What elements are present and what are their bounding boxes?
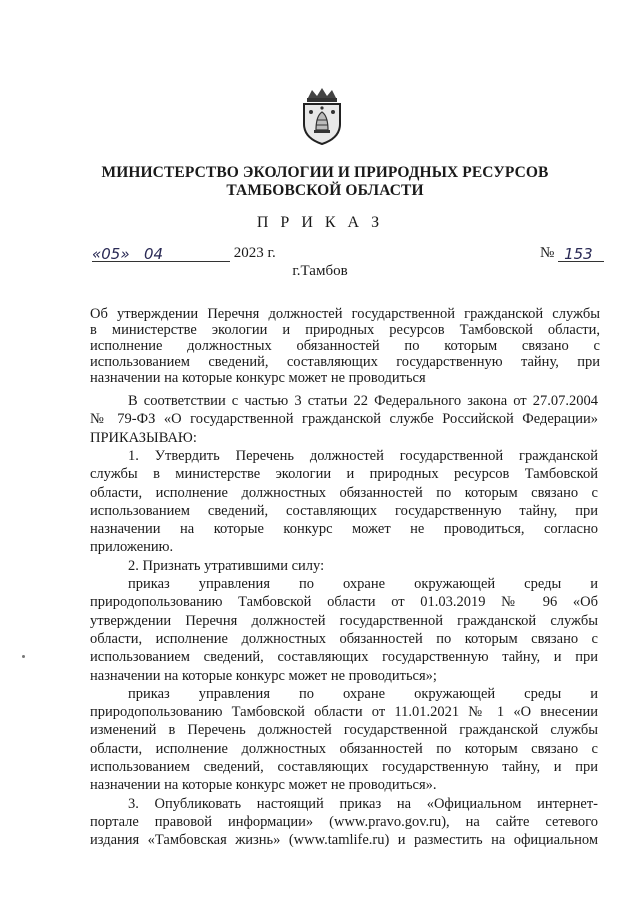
body-line: области, исполнение должностных обязанностей по которым связано с xyxy=(90,740,598,757)
body-line: области, исполнение должностных обязанностей по которым связано с xyxy=(90,484,598,501)
body-line: издания «Тамбовская жизнь» (www.tamlife.ru) и разместить на официальном xyxy=(90,832,598,849)
number-field xyxy=(558,245,604,262)
city-name: г.Тамбов xyxy=(292,263,348,279)
document-type-title: П Р И К А З xyxy=(256,214,384,231)
subject-line: в министерстве экологии и природных ресурсов Тамбовской области, xyxy=(90,322,600,338)
body-line: приказ управления по охране окружающей среды и xyxy=(128,685,598,702)
subject-line: Об утверждении Перечня должностей государственной гражданской службы xyxy=(90,306,600,322)
ministry-name-line1: МИНИСТЕРСТВО ЭКОЛОГИИ И ПРИРОДНЫХ РЕСУРСОВ xyxy=(101,164,549,181)
body-line: ПРИКАЗЫВАЮ: xyxy=(90,429,197,446)
scan-speck xyxy=(22,655,25,658)
body-line: области, исполнение должностных обязанностей по которым связано с xyxy=(90,630,598,647)
body-line: 2. Признать утратившими силу: xyxy=(128,557,325,574)
body-line: утверждении Перечня должностей государственной гражданской службы xyxy=(90,612,598,629)
subject-line: исполнение должностных обязанностей по которым связано с xyxy=(90,338,600,354)
date-day: «05» xyxy=(92,245,130,263)
body-line: природопользованию Тамбовской области от 01.03.2019 № 96 «Об xyxy=(90,594,598,611)
body-line: назначении на которые конкурс может не проводиться». xyxy=(90,777,437,794)
number-label: № xyxy=(540,245,555,261)
body-line: использованием сведений, составляющих государственную тайну, и при xyxy=(90,759,598,775)
body-line: В соответствии с частью 3 статьи 22 Федерального закона от 27.07.2004 xyxy=(128,393,598,409)
body-line: портале правовой информации» (www.pravo.gov.ru), на сайте сетевого xyxy=(90,813,598,830)
subject-line: использованием сведений, составляющих государственную тайну, при xyxy=(90,354,600,370)
body-line: приложению. xyxy=(90,539,174,556)
document-date xyxy=(92,245,276,262)
body-line: использованием сведений, составляющих государственную тайну, при xyxy=(90,502,598,519)
body-line: изменений в Перечень должностей государственной гражданской службы xyxy=(90,722,598,739)
date-year: 2023 г. xyxy=(233,245,276,261)
subject-line: назначении на которые конкурс может не проводиться xyxy=(90,370,426,386)
number-value: 153 xyxy=(564,245,593,263)
body-line: 1. Утвердить Перечень должностей государственной гражданской xyxy=(128,447,598,464)
body-line: природопользованию Тамбовской области от 11.01.2021 № 1 «О внесении xyxy=(90,704,598,721)
date-month-field xyxy=(130,245,230,262)
date-month: 04 xyxy=(144,245,164,263)
body-line: приказ управления по охране окружающей среды и xyxy=(128,576,598,592)
body-line: использованием сведений, составляющих государственную тайну, и при xyxy=(90,649,598,666)
body-line: 3. Опубликовать настоящий приказ на «Официальном интернет- xyxy=(128,795,598,812)
document-number xyxy=(540,245,604,262)
body-line: назначении на которые конкурс может не проводиться»; xyxy=(90,667,437,684)
body-line: службы в министерстве экологии и природных ресурсов Тамбовской xyxy=(90,466,598,483)
body-line: № 79-ФЗ «О государственной гражданской службе Российской Федерации» xyxy=(90,411,598,428)
tambov-coat-of-arms-icon xyxy=(298,88,346,146)
date-day-field xyxy=(92,245,130,262)
body-line: назначении на которые конкурс может не проводиться, согласно xyxy=(90,521,598,538)
ministry-name-line2: ТАМБОВСКОЙ ОБЛАСТИ xyxy=(226,182,424,199)
